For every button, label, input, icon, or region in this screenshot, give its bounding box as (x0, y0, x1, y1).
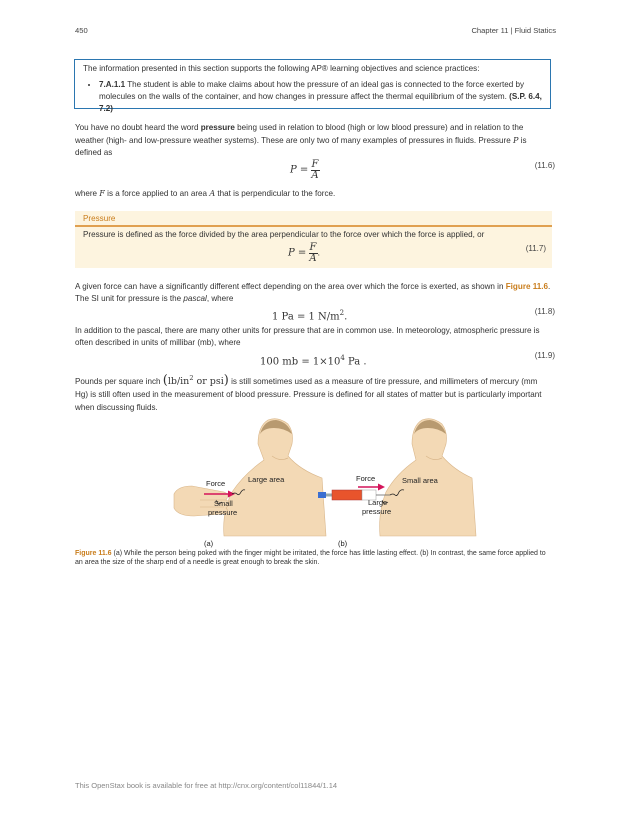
figure-11-6 (160, 416, 480, 548)
objective-code: 7.A.1.1 (99, 80, 126, 89)
figure-caption (75, 549, 551, 567)
eq3-exponent: 2 (339, 309, 345, 317)
para4-text-b: is still sometimes used as a measure of tire pressure, and millimeters of mercury (mm Hg) is still often used in the measurement of blood pressure. Pressure is defined for all states of matter but is particularly important when discussing fluids. (75, 377, 542, 413)
eq2-lhs: P = (288, 247, 307, 259)
para2-text-b: . The SI unit for pressure is the (75, 282, 551, 303)
equation-number-11-8: (11.8) (534, 307, 555, 316)
pressure-label-a-line1: Small (214, 499, 233, 508)
paragraph-millibar: In addition to the pascal, there are many other units for pressure that are in common use. In meteorology, atmospheric pressure is often described in units of millibar (mb), where (75, 326, 540, 347)
paragraph-where (75, 187, 551, 200)
eq4-tail: Pa . (344, 356, 367, 368)
eq3-period: . (344, 311, 348, 323)
para1-text-b: being used in relation to blood (high or low blood pressure) and in relation to the weather (high- and low-pressure weather systems). These are only two of many examples of pressures in fluids. Pressure (75, 123, 524, 145)
objective-item (99, 79, 542, 115)
para1-text-c: is defined as (75, 136, 527, 157)
term-pressure: pressure (200, 123, 235, 132)
equation-11-6 (290, 160, 320, 181)
variable-f: F (99, 188, 105, 198)
eq1-lhs: P = (290, 164, 309, 176)
where-text-b: is a force applied to an area (104, 189, 210, 198)
equation-number-11-6: (11.6) (534, 161, 555, 170)
area-label-b: Small area (402, 476, 438, 485)
pressure-definition-callout (75, 211, 552, 268)
learning-objectives-box (74, 59, 551, 113)
panel-label-a: (a) (204, 539, 214, 548)
callout-title: Pressure (83, 214, 116, 223)
paragraph-intro (75, 122, 551, 159)
equation-number-11-9: (11.9) (534, 351, 555, 360)
term-pascal: pascal (183, 294, 207, 303)
para1-text-a: You have no doubt heard the word (75, 123, 201, 132)
para2-text-c: , where (206, 294, 234, 303)
chapter-title: Chapter 11 | Fluid Statics (471, 26, 556, 35)
figure-panel-a (174, 419, 326, 548)
eq1-denominator: A (311, 170, 319, 181)
equation-number-11-7: (11.7) (525, 244, 546, 253)
unit-exponent: 2 (189, 374, 194, 382)
equation-11-9 (260, 352, 367, 368)
eq3-text: 1 Pa = 1 N/m (272, 311, 340, 323)
force-label-a: Force (206, 479, 226, 488)
caption-text: (a) While the person being poked with the finger might be irritated, the force has little lasting effect. (b) In contrast, the same force applied to an area the size of the sharp end of a needle is great enough to break the skin. (75, 550, 546, 566)
eq4-exponent: 4 (340, 354, 345, 362)
variable-p: P (513, 135, 519, 145)
para4-text-a: Pounds per square inch (75, 377, 163, 387)
force-arrowhead-b (378, 484, 385, 491)
para2-text-a: A given force can have a significantly different effect depending on the area over which the force is exerted, as shown in (75, 282, 506, 291)
eq2-denominator: A (309, 253, 317, 264)
caption-label: Figure 11.6 (75, 550, 112, 557)
figure-panel-b (318, 419, 476, 548)
psi-unit-expression: ($lb/in^2$ or psi) (162, 373, 229, 389)
callout-divider (75, 225, 552, 227)
objectives-intro: The information presented in this section supports the following AP® learning objectives and science practices: (83, 64, 480, 73)
equation-11-7 (288, 243, 320, 264)
unit-lb-in: lb/in (167, 376, 190, 388)
eq2-numerator: F (309, 242, 317, 253)
paragraph-other-units (75, 372, 551, 414)
paragraph-pascal (75, 281, 551, 305)
where-text-a: where (75, 189, 100, 198)
objective-text: The student is able to make claims about how the pressure of an ideal gas is connected to the force exerted by molecules on the walls of the container, and how changes in pressure affect the thermal equilibrium of the system. (99, 80, 525, 101)
pressure-label-a-line2: pressure (208, 508, 238, 517)
callout-text: Pressure is defined as the force divided by the area perpendicular to the force over which the force is applied, or (83, 230, 485, 239)
objective-practices: (S.P. 6.4, 7.2) (99, 92, 542, 113)
area-label-a: Large area (248, 475, 285, 484)
eq4-text: 100 mb = 1×10 (260, 356, 341, 368)
unit-psi: or psi (193, 376, 224, 388)
page-footer: This OpenStax book is available for free at http://cnx.org/content/col11844/1.14 (75, 781, 338, 790)
eq2-period: . (317, 247, 321, 258)
pressure-label-b-line1: Large (368, 498, 388, 507)
panel-label-b: (b) (338, 539, 348, 548)
eq1-numerator: F (311, 159, 319, 170)
figure-11-6-link[interactable]: Figure 11.6 (505, 282, 549, 291)
where-text-c: that is perpendicular to the force. (215, 189, 336, 198)
equation-11-8 (272, 307, 347, 323)
objectives-list (83, 79, 542, 115)
variable-a: A (209, 188, 216, 198)
pressure-label-b-line2: pressure (362, 507, 392, 516)
page-number: 450 (75, 26, 88, 35)
force-label-b: Force (356, 474, 376, 483)
